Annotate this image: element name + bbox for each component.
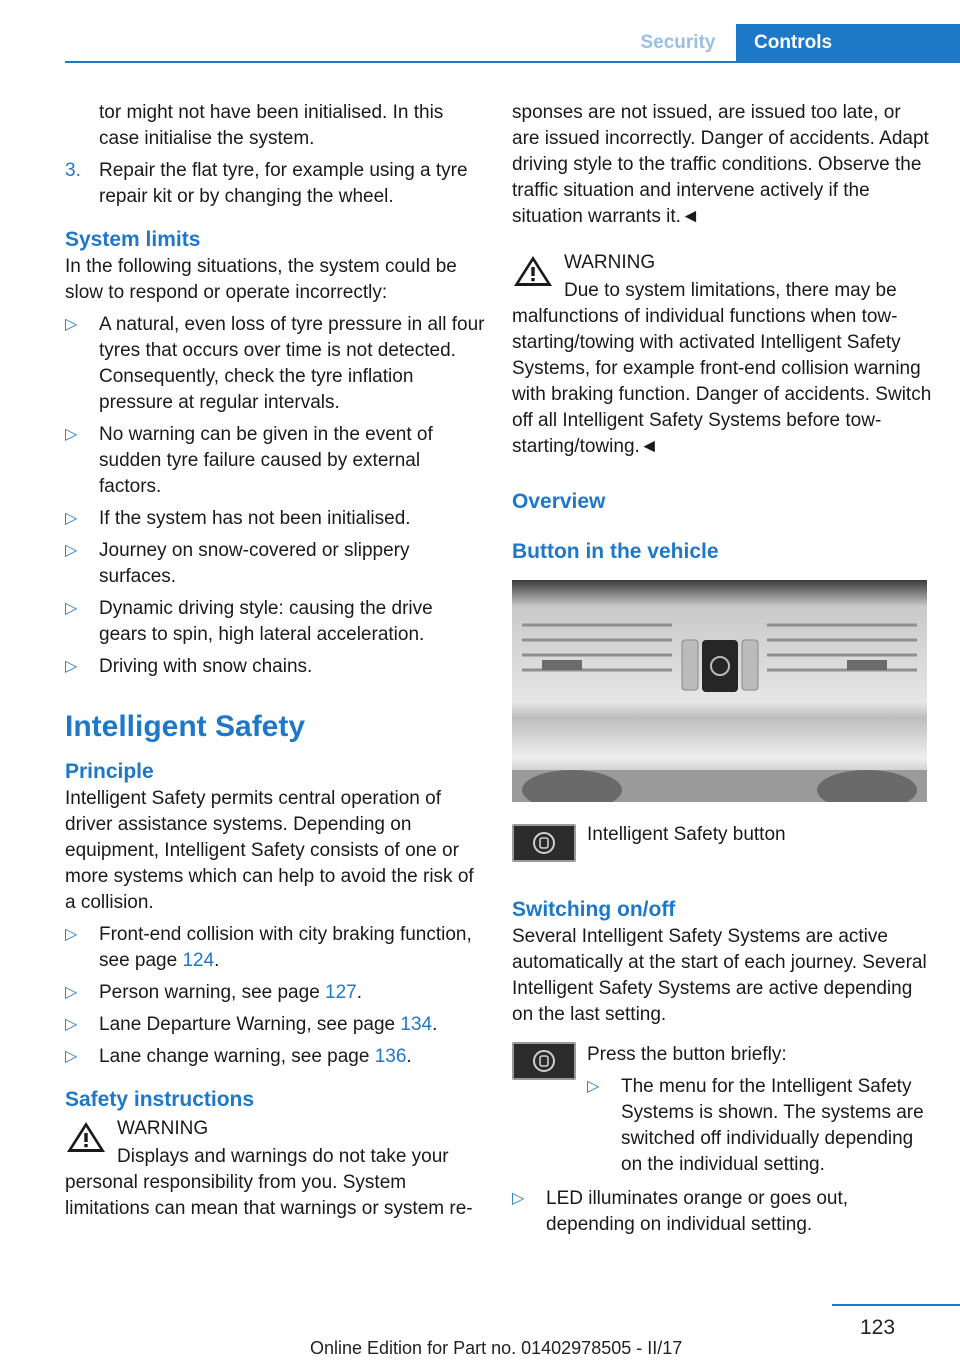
list-item-text: Lane change warning, see page	[99, 1046, 375, 1067]
list-item	[512, 1186, 932, 1238]
triangle-bullet-icon: ▷	[65, 1048, 78, 1065]
warning-block	[512, 248, 932, 278]
warning-label: WARNING	[117, 1118, 209, 1139]
page-link[interactable]: 127	[325, 982, 357, 1003]
list-item	[65, 422, 485, 500]
list-item-text: Front-end collision with city braking function, see page	[99, 924, 472, 971]
warning-text: Due to system limitations, there may be malfunctions of individual functions when tow-starting/towing with activated Intelligent Safety Systems, for example front-end collision warning with braking function. Danger of accidents. Switch off all Intelligent Safety Systems before tow-starting/towing.◄	[512, 280, 932, 457]
paragraph: Several Intelligent Safety Systems are active automatically at the start of each journey. Several Intelligent Safety Systems are active depending on the last setting.	[512, 926, 927, 1025]
list-item	[65, 654, 485, 680]
paragraph: In the following situations, the system could be slow to respond or operate incorrectly:	[65, 256, 457, 303]
section-heading: Overview	[512, 490, 606, 513]
triangle-bullet-icon: ▷	[65, 316, 78, 333]
list-item-text: Journey on snow-covered or slippery surfaces.	[99, 540, 410, 587]
list-item-text: LED illuminates orange or goes out, depending on individual setting.	[546, 1188, 849, 1235]
tab-security[interactable]: Security	[640, 31, 716, 53]
step-number: 3.	[65, 160, 81, 181]
press-text: Press the button briefly:	[587, 1044, 787, 1065]
list-item: ▷ Lane change warning, see page 136.	[65, 1044, 485, 1070]
list-item-text: A natural, even loss of tyre pressure in all four tyres that occurs over time is not detected. Consequently, check the tyre inflation pressure at regular intervals.	[99, 314, 485, 413]
list-item	[65, 538, 485, 590]
triangle-bullet-icon: ▷	[65, 510, 78, 527]
button-caption: Intelligent Safety button	[587, 824, 786, 845]
intelligent-safety-button-icon	[512, 1042, 576, 1080]
step-item	[65, 158, 485, 210]
list-item-text: If the system has not been initialised.	[99, 508, 411, 529]
list-item-text: No warning can be given in the event of sudden tyre failure caused by external factors.	[99, 424, 433, 497]
list-item: ▷ Lane Departure Warning, see page 134.	[65, 1012, 485, 1038]
warning-triangle-icon	[512, 254, 554, 288]
warning-text: Displays and warnings do not take your personal responsibility from you. System limitations can mean that warnings or system re-	[65, 1146, 473, 1219]
triangle-bullet-icon: ▷	[65, 984, 78, 1001]
triangle-bullet-icon: ▷	[512, 1190, 525, 1207]
triangle-bullet-icon: ▷	[65, 926, 78, 943]
left-column	[65, 100, 485, 1222]
paragraph: Intelligent Safety permits central operation of driver assistance systems. Depending on equipment, Intelligent Safety consists of one or more systems which can help to avoid the risk of a collision.	[65, 788, 474, 913]
page-link[interactable]: 136	[374, 1046, 407, 1067]
page-number: 123	[860, 1316, 896, 1339]
footer-rule	[832, 1304, 960, 1306]
page-link[interactable]: 134	[400, 1014, 433, 1035]
tab-controls[interactable]: Controls	[736, 24, 960, 61]
triangle-bullet-icon: ▷	[65, 600, 78, 617]
list-item	[65, 312, 485, 416]
section-heading: Safety instructions	[65, 1088, 255, 1111]
vehicle-button-photo	[512, 580, 927, 802]
button-legend	[512, 824, 932, 866]
continued-text: tor might not have been initialised. In this case initialise the system.	[99, 102, 444, 149]
warning-triangle-icon	[65, 1120, 107, 1154]
press-instruction	[512, 1042, 932, 1178]
triangle-bullet-icon: ▷	[587, 1078, 600, 1095]
warning-block	[65, 1114, 485, 1144]
list-item	[65, 506, 485, 532]
section-heading: Principle	[65, 760, 154, 783]
edition-note: Online Edition for Part no. 01402978505 - II/17	[310, 1338, 683, 1358]
list-item: ▷ Person warning, see page 127.	[65, 980, 485, 1006]
triangle-bullet-icon: ▷	[65, 1016, 78, 1033]
list-item-text: The menu for the Intelligent Safety Systems is shown. The systems are switched off individually depending on the individual setting.	[621, 1076, 924, 1175]
list-item	[65, 596, 485, 648]
triangle-bullet-icon: ▷	[65, 542, 78, 559]
continued-text: sponses are not issued, are issued too late, or are issued incorrectly. Danger of accidents. Adapt driving style to the traffic conditions. Observe the traffic situation and intervene actively if the situation warrants it.◄	[512, 102, 929, 227]
step-text: Repair the flat tyre, for example using a tyre repair kit or by changing the wheel.	[99, 160, 468, 207]
list-item: ▷ Front-end collision with city braking function, see page 124.	[65, 924, 472, 971]
section-heading: System limits	[65, 228, 201, 251]
list-item-text: Lane Departure Warning, see page	[99, 1014, 401, 1035]
subsection-heading: Button in the vehicle	[512, 540, 719, 563]
section-heading: Switching on/off	[512, 898, 676, 921]
triangle-bullet-icon: ▷	[65, 658, 78, 675]
list-item-text: Dynamic driving style: causing the drive gears to spin, high lateral acceleration.	[99, 598, 433, 645]
right-column	[512, 100, 932, 1238]
list-item-text: Person warning, see page	[99, 982, 326, 1003]
page-link[interactable]: 124	[182, 950, 215, 971]
triangle-bullet-icon: ▷	[65, 426, 78, 443]
list-item	[587, 1074, 932, 1178]
intelligent-safety-button-icon	[512, 824, 576, 862]
chapter-heading: Intelligent Safety	[65, 710, 306, 743]
warning-label: WARNING	[564, 252, 656, 273]
list-item-text: Driving with snow chains.	[99, 656, 313, 677]
header-rule	[65, 61, 960, 63]
